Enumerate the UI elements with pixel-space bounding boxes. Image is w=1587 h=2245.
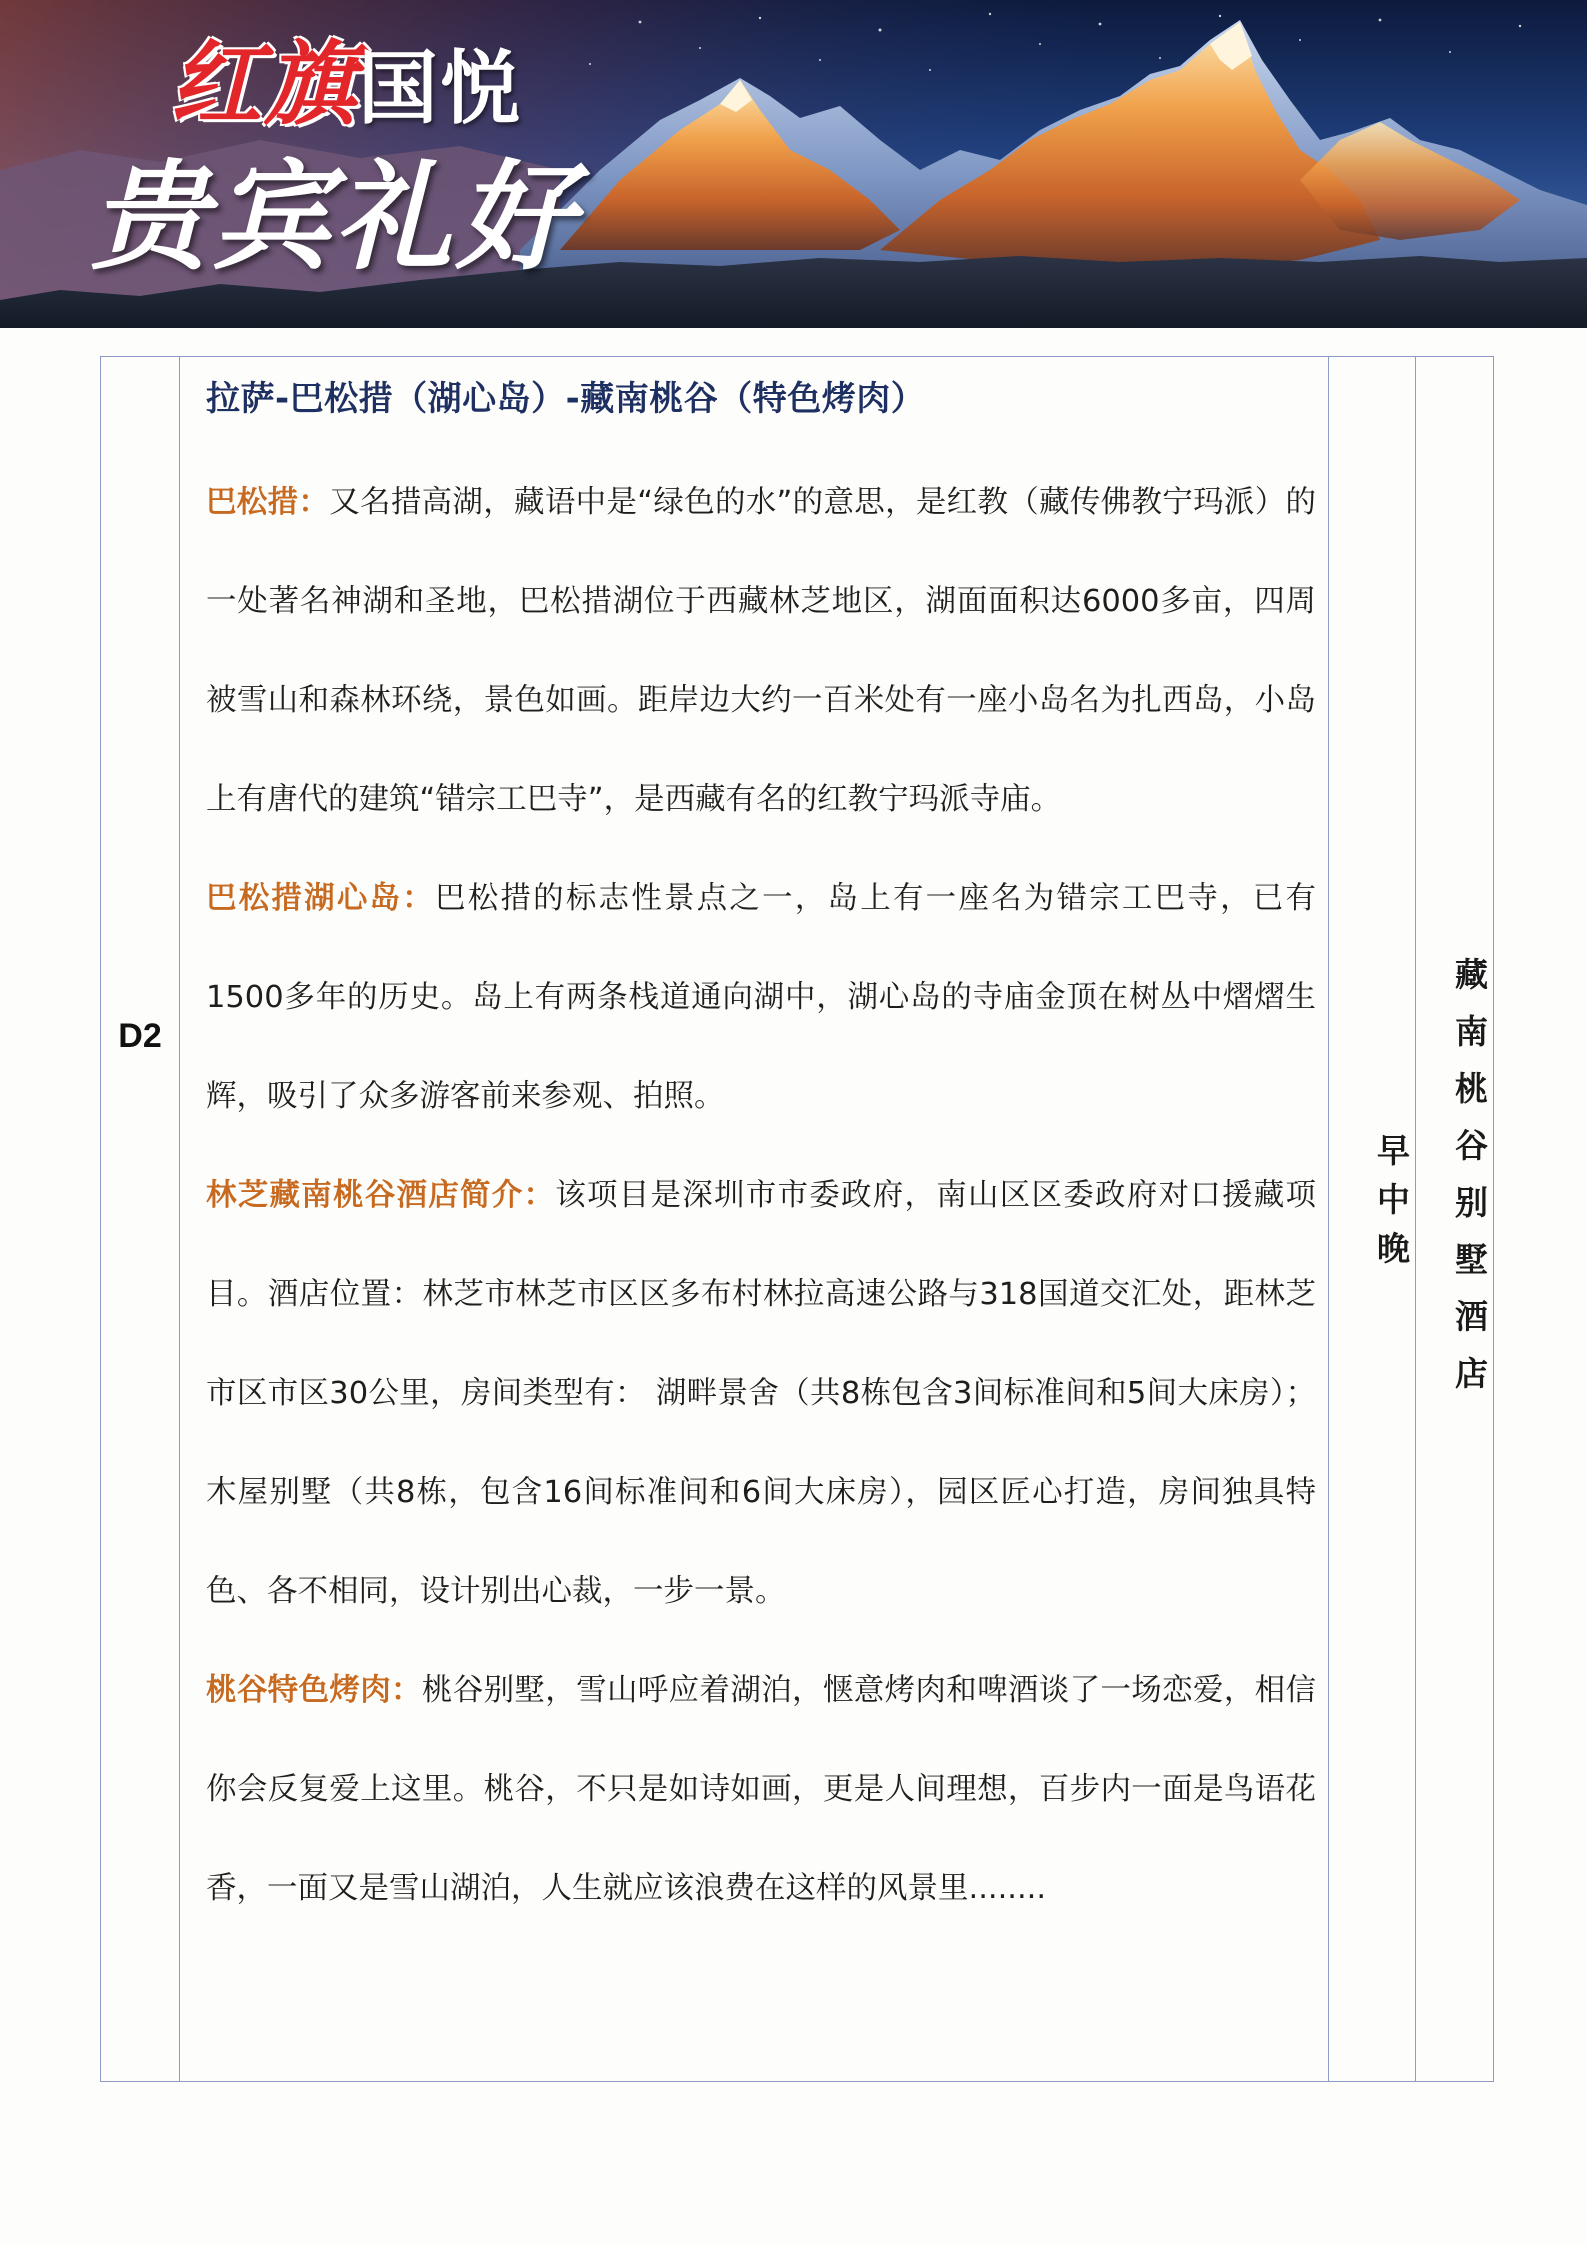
section-heading: 林芝藏南桃谷酒店简介： [206, 1178, 556, 1213]
section-paragraph [206, 849, 1316, 1146]
brand-line1 [170, 30, 523, 138]
meals-text: 早中晚 [1372, 1133, 1411, 1280]
meals-cell [1328, 357, 1416, 2081]
brand-line1-white-text: 国悦 [358, 41, 523, 135]
section-body: 桃谷别墅，雪山呼应着湖泊，惬意烤肉和啤酒谈了一场恋爱，相信你会反复爱上这里。桃谷，不只是如诗如画，更是人间理想，百步内一面是鸟语花香，一面又是雪山湖泊，人生就应该浪费在这样的风景里........ [206, 1673, 1317, 1906]
hotel-cell [1415, 357, 1493, 2081]
description-sections [206, 453, 1316, 1938]
day-label: D2 [118, 1017, 162, 1055]
day-cell [101, 357, 180, 2081]
section-heading: 巴松措： [206, 485, 330, 520]
brand-logo [0, 0, 620, 328]
section-body: 该项目是深圳市市委政府，南山区区委政府对口援藏项目。酒店位置：林芝市林芝市区区多布村林拉高速公路与318国道交汇处，距林芝市区市区30公里，房间类型有： 湖畔景舍（共8栋包含3间标准间和5间大床房）；木屋别墅（共8栋，包含16间标准间和6间大床房），园区匠心打造，房间独具特色、各不相同，设计别出心裁，一步一景。 [206, 1178, 1316, 1609]
section-heading: 桃谷特色烤肉： [206, 1673, 422, 1708]
section-body: 又名措高湖，藏语中是“绿色的水”的意思，是红教（藏传佛教宁玛派）的一处著名神湖和圣地，巴松措湖位于西藏林芝地区，湖面面积达6000多亩，四周被雪山和森林环绕，景色如画。距岸边大约一百米处有一座小岛名为扎西岛，小岛上有唐代的建筑“错宗工巴寺”，是西藏有名的红教宁玛派寺庙。 [206, 485, 1316, 817]
section-paragraph [206, 453, 1316, 849]
section-heading: 巴松措湖心岛： [206, 881, 435, 916]
section-paragraph [206, 1146, 1316, 1641]
header-banner [0, 0, 1587, 328]
hotel-name: 藏南桃谷别墅酒店 [1450, 957, 1489, 1413]
itinerary-table [100, 356, 1494, 2082]
brand-line1-red-text: 红旗 [170, 30, 359, 138]
section-paragraph [206, 1641, 1316, 1938]
brand-line2-text: 贵宾礼好 [90, 147, 579, 286]
route-title: 拉萨-巴松措（湖心岛）-藏南桃谷（特色烤肉） [206, 379, 926, 419]
section-body: 巴松措的标志性景点之一，岛上有一座名为错宗工巴寺，已有1500多年的历史。岛上有两条栈道通向湖中，湖心岛的寺庙金顶在树丛中熠熠生辉，吸引了众多游客前来参观、拍照。 [206, 881, 1316, 1114]
content-cell [179, 357, 1329, 2081]
